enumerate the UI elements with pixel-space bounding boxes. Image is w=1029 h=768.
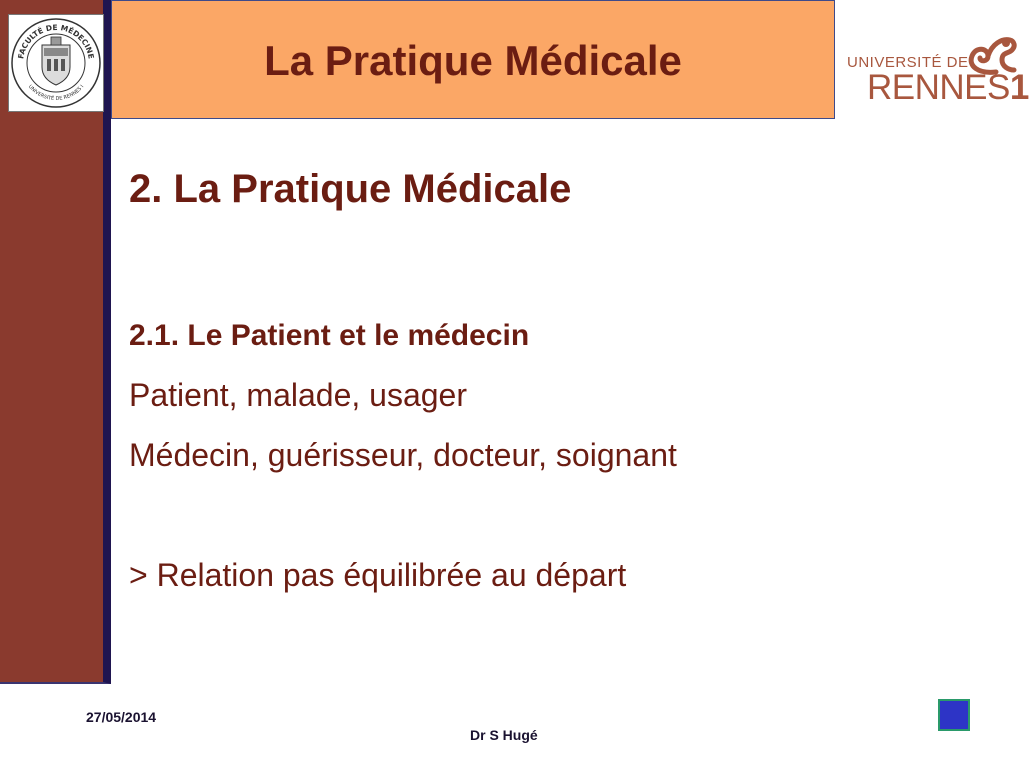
university-name: RENNES	[867, 68, 1010, 107]
university-logo	[843, 28, 1029, 108]
slide-title: La Pratique Médicale	[264, 37, 682, 84]
section-heading: 2. La Pratique Médicale	[129, 167, 572, 211]
footer-author: Dr S Hugé	[470, 727, 538, 743]
content-line: Patient, malade, usager	[129, 377, 467, 413]
title-banner	[111, 0, 835, 119]
faculty-seal-icon	[9, 15, 103, 111]
footer-date: 27/05/2014	[86, 709, 157, 725]
university-numeral: 1	[1009, 68, 1029, 107]
faculty-seal-logo	[8, 14, 104, 112]
content-line: Médecin, guérisseur, docteur, soignant	[129, 437, 677, 473]
university-name-line1: UNIVERSITÉ DE	[847, 54, 969, 71]
content-line: > Relation pas équilibrée au départ	[129, 557, 627, 593]
seal-top-text: FACULTÉ DE MÉDECINE	[16, 22, 96, 60]
seal-bottom-text: UNIVERSITÉ DE RENNES I	[26, 83, 86, 103]
svg-text:UNIVERSITÉ DE RENNES I	[27, 84, 85, 102]
university-name-line2	[867, 68, 1029, 108]
nav-square-icon[interactable]	[938, 699, 970, 731]
subsection-heading: 2.1. Le Patient et le médecin	[129, 319, 530, 352]
